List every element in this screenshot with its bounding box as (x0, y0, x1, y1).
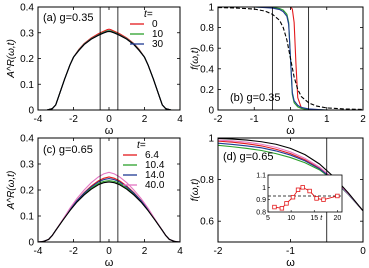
panel-d-y-tick-label-0: 0.6 (200, 216, 214, 228)
panel-b-x-tick-label-1: -1 (249, 114, 259, 125)
panel-c-x-tick-label-3: 2 (141, 246, 148, 257)
panel-d-inset-point-5 (301, 186, 305, 190)
panel-d-inset-point-4 (296, 188, 300, 192)
panel-d-y-axis-label (190, 179, 201, 202)
panel-d-inset-x-tick-label-3: 20 (333, 215, 342, 222)
panel-a-y-axis-label-text: A^R(ω,t) (6, 39, 17, 78)
panel-c-legend-label-14-0: 14.0 (145, 170, 165, 181)
panel-d-inset-x-tick-label-2: 15 (310, 215, 319, 222)
panel-c-y-tick-label-3: 0.3 (20, 159, 34, 171)
panel-b-y-axis-label-text: f(ω,t) (190, 47, 201, 70)
panel-c-legend-title: t= (137, 140, 146, 151)
panel-b-y-tick-label-0: 0 (208, 105, 214, 117)
panel-c-y-tick-label-4: 0.4 (20, 133, 34, 145)
panel-d-inset-point-7 (315, 197, 319, 201)
panel-a-y-tick-label-2: 0.2 (20, 54, 34, 65)
panel-a-y-tick-label-3: 0.3 (20, 28, 34, 40)
panel-b (190, 3, 366, 138)
panel-c-y-tick-label-0: 0 (28, 237, 34, 249)
panel-b-x-tick-label-0: -2 (213, 114, 223, 125)
panel-b-label: (b) g=0.35 (230, 92, 281, 104)
panel-a-legend (130, 9, 164, 50)
panel-d (190, 134, 366, 268)
panel-a-legend-label-0: 0 (152, 19, 158, 30)
panel-c-y-tick-label-2: 0.2 (20, 185, 34, 197)
panel-d-inset-y-tick-label-2: 1 (262, 184, 266, 192)
panel-b-y-axis-label (190, 47, 201, 70)
panel-a-y-axis-label (6, 39, 17, 79)
panel-d-inset-x-tick-label-1: 10 (287, 215, 296, 222)
panel-c-x-axis-label: ω (104, 257, 114, 268)
panel-a-legend-label-10: 10 (152, 29, 164, 40)
panel-c-legend-label-40-0: 40.0 (145, 180, 165, 191)
panel-d-y-tick-label-1: 0.8 (200, 175, 214, 187)
panel-a-legend-title: t= (144, 9, 153, 20)
panel-d-inset-point-6 (308, 189, 312, 193)
panel-a-x-tick-label-0: -4 (33, 114, 43, 125)
panel-d-x-axis-label: ω (286, 257, 295, 268)
panel-d-inset-point-3 (291, 195, 295, 199)
panel-b-y-tick-label-4: 0.8 (200, 23, 214, 35)
panel-a-y-tick-label-4: 0.4 (20, 2, 34, 14)
panel-c-y-axis-label-text: A^R(ω,t) (6, 170, 17, 210)
panel-d-inset-point-2 (285, 202, 289, 206)
panel-d-x-tick-label-2: 0 (360, 246, 366, 257)
panel-a-x-tick-label-4: 4 (177, 114, 183, 125)
panel-c-legend-label-10-4: 10.4 (145, 160, 165, 171)
panel-d-inset-y-tick-label-3: 1.1 (256, 172, 266, 180)
panel-a-x-tick-label-3: 2 (141, 114, 148, 125)
panel-c-reference-lines (100, 138, 118, 242)
panel-d-inset-x-axis-label: t (320, 215, 323, 222)
panel-b-ticks (200, 3, 366, 126)
panel-d-x-tick-label-1: -1 (286, 246, 295, 257)
panel-c-label: (c) g=0.65 (43, 144, 93, 156)
panel-d-inset (256, 173, 342, 223)
panel-c-legend (123, 140, 165, 191)
panel-c-x-tick-label-2: 0 (106, 246, 112, 257)
panel-d-inset-point-9 (336, 194, 340, 198)
panel-b-y-tick-label-3: 0.6 (200, 43, 214, 55)
panel-c-x-tick-label-1: -2 (69, 246, 78, 257)
panel-b-y-tick-label-1: 0.2 (200, 84, 214, 96)
panel-c-x-tick-label-4: 4 (177, 246, 183, 257)
panel-b-x-tick-label-3: 1 (323, 114, 330, 125)
panel-b-y-tick-label-5: 1 (208, 2, 214, 14)
panel-d-inset-x-tick-label-0: 5 (266, 215, 270, 222)
panel-a-legend-label-30: 30 (152, 39, 164, 50)
panel-a-x-tick-label-2: 0 (106, 114, 112, 125)
panel-d-inset-y-tick-label-0: 0.8 (256, 209, 266, 217)
panel-a-y-tick-label-1: 0.1 (20, 79, 34, 91)
panel-a-label: (a) g=0.35 (43, 12, 94, 24)
panel-b-x-tick-label-2: 0 (287, 114, 294, 125)
panel-d-label: (d) g=0.65 (223, 151, 274, 163)
panel-c-legend-label-6-4: 6.4 (145, 150, 159, 161)
panel-b-y-tick-label-2: 0.4 (200, 64, 214, 76)
panel-d-y-axis-label-text: f(ω,t) (190, 178, 201, 202)
panel-c-y-axis-label (6, 171, 17, 211)
panel-d-y-tick-label-2: 1 (208, 133, 214, 145)
panel-a-x-axis-label: ω (104, 125, 114, 137)
panel-c-y-tick-label-1: 0.1 (20, 211, 34, 223)
panel-a-x-tick-label-1: -2 (69, 114, 78, 125)
panel-d-inset-point-8 (322, 198, 326, 202)
panel-a (6, 3, 183, 138)
panel-d-inset-y-tick-label-1: 0.9 (256, 197, 266, 205)
panel-c (6, 134, 183, 268)
panel-d-inset-point-0 (273, 205, 277, 209)
panel-d-x-tick-label-0: -2 (213, 246, 223, 257)
panel-b-x-tick-label-4: 2 (360, 114, 366, 125)
panel-a-reference-lines (100, 7, 118, 110)
panel-d-inset-background (268, 175, 342, 212)
panel-d-inset-point-1 (280, 207, 284, 211)
panel-b-x-axis-label: ω (286, 125, 295, 137)
panel-c-x-tick-label-0: -4 (33, 246, 43, 257)
panel-a-y-tick-label-0: 0 (28, 105, 34, 117)
